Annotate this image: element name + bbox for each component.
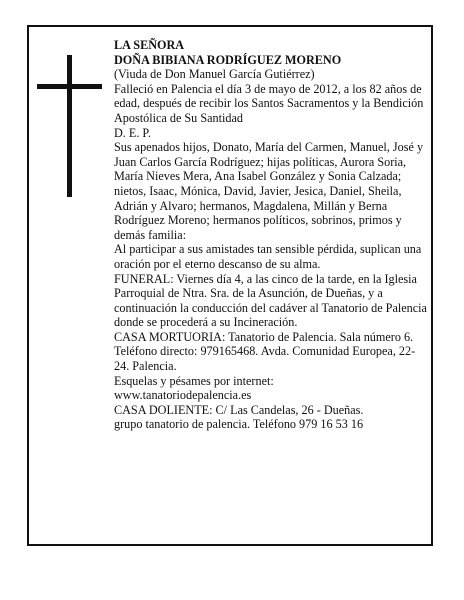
widow-line: (Viuda de Don Manuel García Gutiérrez)	[114, 67, 315, 82]
cross-icon	[67, 55, 72, 197]
website-link[interactable]: www.tanatoriodepalencia.es	[114, 388, 252, 403]
cross-icon-crossbar	[37, 84, 102, 89]
death-paragraph: Falleció en Palencia el día 3 de mayo de 2012, a los 82 años de edad, después de recibir los Santos Sacramentos y la Bendición Apostólica de Su Santidad	[114, 81, 424, 125]
internet-label: Esquelas y pésames por internet:	[114, 373, 274, 388]
footer-line: grupo tanatorio de palencia. Teléfono 979 16 53 16	[114, 417, 364, 432]
obituary-text	[114, 38, 428, 432]
mortuary-paragraph: CASA MORTUORIA: Tanatorio de Palencia. Sala número 6. Teléfono directo: 979165468. Avda. Comunidad Europea, 22-24. Palencia.	[114, 329, 416, 374]
family-paragraph: Sus apenados hijos, Donato, María del Carmen, Manuel, José y Juan Carlos García Rodríguez; hijas políticas, Aurora Soria, María Nieves Mera, Ana Isabel González y Sonia Calzada; nietos, Isaac, Mónica, David, Javier, Jesica, Daniel, Sheila, Adrián y Alvaro; hermanos, Magdalena, Millán y Berna Rodríguez Moreno; hermanos políticos, sobrinos, primos y demás familia:	[114, 140, 424, 242]
funeral-paragraph: FUNERAL: Viernes día 4, a las cinco de la tarde, en la Iglesia Parroquial de Ntra. Sra. de la Asunción, de Dueñas, y a continuación la conducción del cadáver al Tanatorio de Palencia donde se procederá a su Incineración.	[114, 271, 427, 330]
notice-title: LA SEÑORA	[114, 38, 185, 52]
dep-line: D. E. P.	[114, 125, 151, 140]
deceased-name: DOÑA BIBIANA RODRÍGUEZ MORENO	[114, 52, 342, 67]
prayer-paragraph: Al participar a sus amistades tan sensible pérdida, suplican una oración por el eterno descanso de su alma.	[114, 242, 422, 271]
mourning-house: CASA DOLIENTE: C/ Las Candelas, 26 - Dueñas.	[114, 402, 364, 417]
